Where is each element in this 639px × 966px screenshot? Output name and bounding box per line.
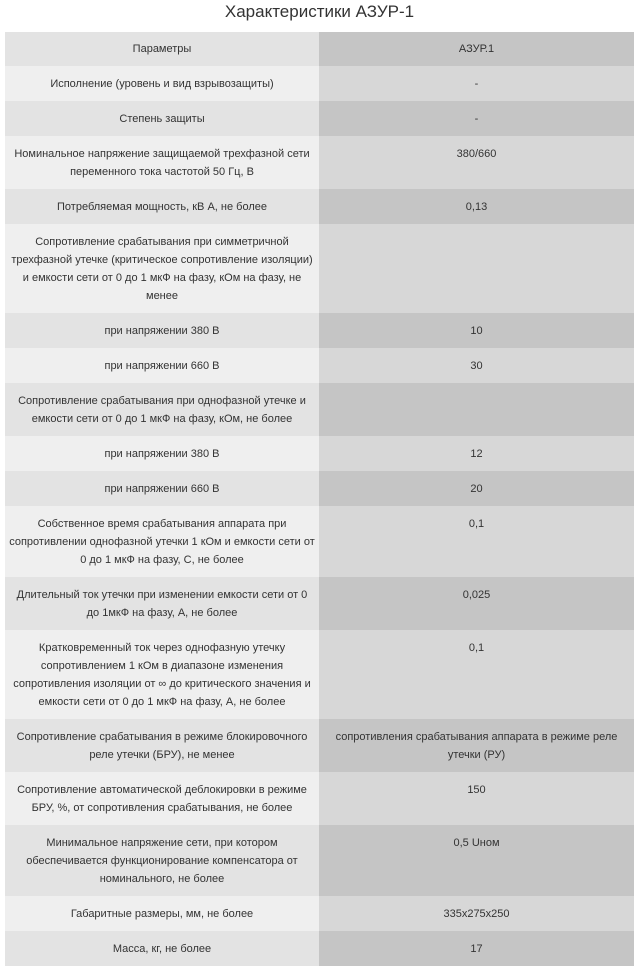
table-row <box>5 931 634 966</box>
table-row <box>5 630 634 719</box>
table-row <box>5 101 634 136</box>
table-row <box>5 471 634 506</box>
row-value: сопротивления срабатывания аппарата в режиме реле утечки (РУ) <box>319 719 634 772</box>
row-parameter: Длительный ток утечки при изменении емкости сети от 0 до 1мкФ на фазу, А, не более <box>5 577 319 630</box>
row-value: 0,1 <box>319 630 634 719</box>
row-value: 150 <box>319 772 634 825</box>
row-value: 0,025 <box>319 577 634 630</box>
table-row <box>5 577 634 630</box>
row-parameter: Масса, кг, не более <box>5 931 319 966</box>
row-value <box>319 224 634 313</box>
row-parameter: при напряжении 380 В <box>5 436 319 471</box>
row-value: 20 <box>319 471 634 506</box>
table-row <box>5 313 634 348</box>
row-value: 10 <box>319 313 634 348</box>
row-parameter: Кратковременный ток через однофазную утечку сопротивлением 1 кОм в диапазоне изменения сопротивления изоляции от ∞ до критического значения и емкости сети от 0 до 1 мкФ на фазу, А, не более <box>5 630 319 719</box>
row-value: 12 <box>319 436 634 471</box>
row-parameter: Сопротивление срабатывания при однофазной утечке и емкости сети от 0 до 1 мкФ на фазу, кОм, не более <box>5 383 319 436</box>
row-parameter: Габаритные размеры, мм, не более <box>5 896 319 931</box>
row-value: 335х275х250 <box>319 896 634 931</box>
table-row <box>5 436 634 471</box>
table-row <box>5 506 634 577</box>
row-parameter: Минимальное напряжение сети, при котором обеспечивается функционирование компенсатора от номинального, не более <box>5 825 319 896</box>
row-parameter: Сопротивление автоматической деблокировки в режиме БРУ, %, от сопротивления срабатывания, не более <box>5 772 319 825</box>
row-parameter: Номинальное напряжение защищаемой трехфазной сети переменного тока частотой 50 Гц, В <box>5 136 319 189</box>
row-value: 0,5 Uном <box>319 825 634 896</box>
row-parameter: Потребляемая мощность, кВ А, не более <box>5 189 319 224</box>
row-value: 30 <box>319 348 634 383</box>
row-value <box>319 383 634 436</box>
header-model: АЗУР.1 <box>319 32 634 66</box>
specifications-table <box>5 32 634 966</box>
row-value: 0,13 <box>319 189 634 224</box>
table-row <box>5 66 634 101</box>
page-title: Характеристики АЗУР-1 <box>224 2 415 21</box>
table-row <box>5 189 634 224</box>
row-parameter: Исполнение (уровень и вид взрывозащиты) <box>5 66 319 101</box>
row-value: 0,1 <box>319 506 634 577</box>
row-value: 17 <box>319 931 634 966</box>
header-parameters: Параметры <box>5 32 319 66</box>
table-row <box>5 224 634 313</box>
row-value: - <box>319 66 634 101</box>
table-row <box>5 348 634 383</box>
row-parameter: Сопротивление срабатывания при симметричной трехфазной утечке (критическое сопротивление изоляции) и емкости сети от 0 до 1 мкФ на фазу, кОм на фазу, не менее <box>5 224 319 313</box>
row-parameter: Степень защиты <box>5 101 319 136</box>
table-row <box>5 719 634 772</box>
table-row <box>5 383 634 436</box>
table-row <box>5 136 634 189</box>
row-parameter: Собственное время срабатывания аппарата при сопротивлении однофазной утечки 1 кОм и емкости сети от 0 до 1 мкФ на фазу, С, не более <box>5 506 319 577</box>
table-row <box>5 825 634 896</box>
row-parameter: при напряжении 660 В <box>5 348 319 383</box>
row-value: - <box>319 101 634 136</box>
row-value: 380/660 <box>319 136 634 189</box>
row-parameter: при напряжении 660 В <box>5 471 319 506</box>
row-parameter: при напряжении 380 В <box>5 313 319 348</box>
table-header-row <box>5 32 634 66</box>
table-row <box>5 772 634 825</box>
table-row <box>5 896 634 931</box>
row-parameter: Сопротивление срабатывания в режиме блокировочного реле утечки (БРУ), не менее <box>5 719 319 772</box>
